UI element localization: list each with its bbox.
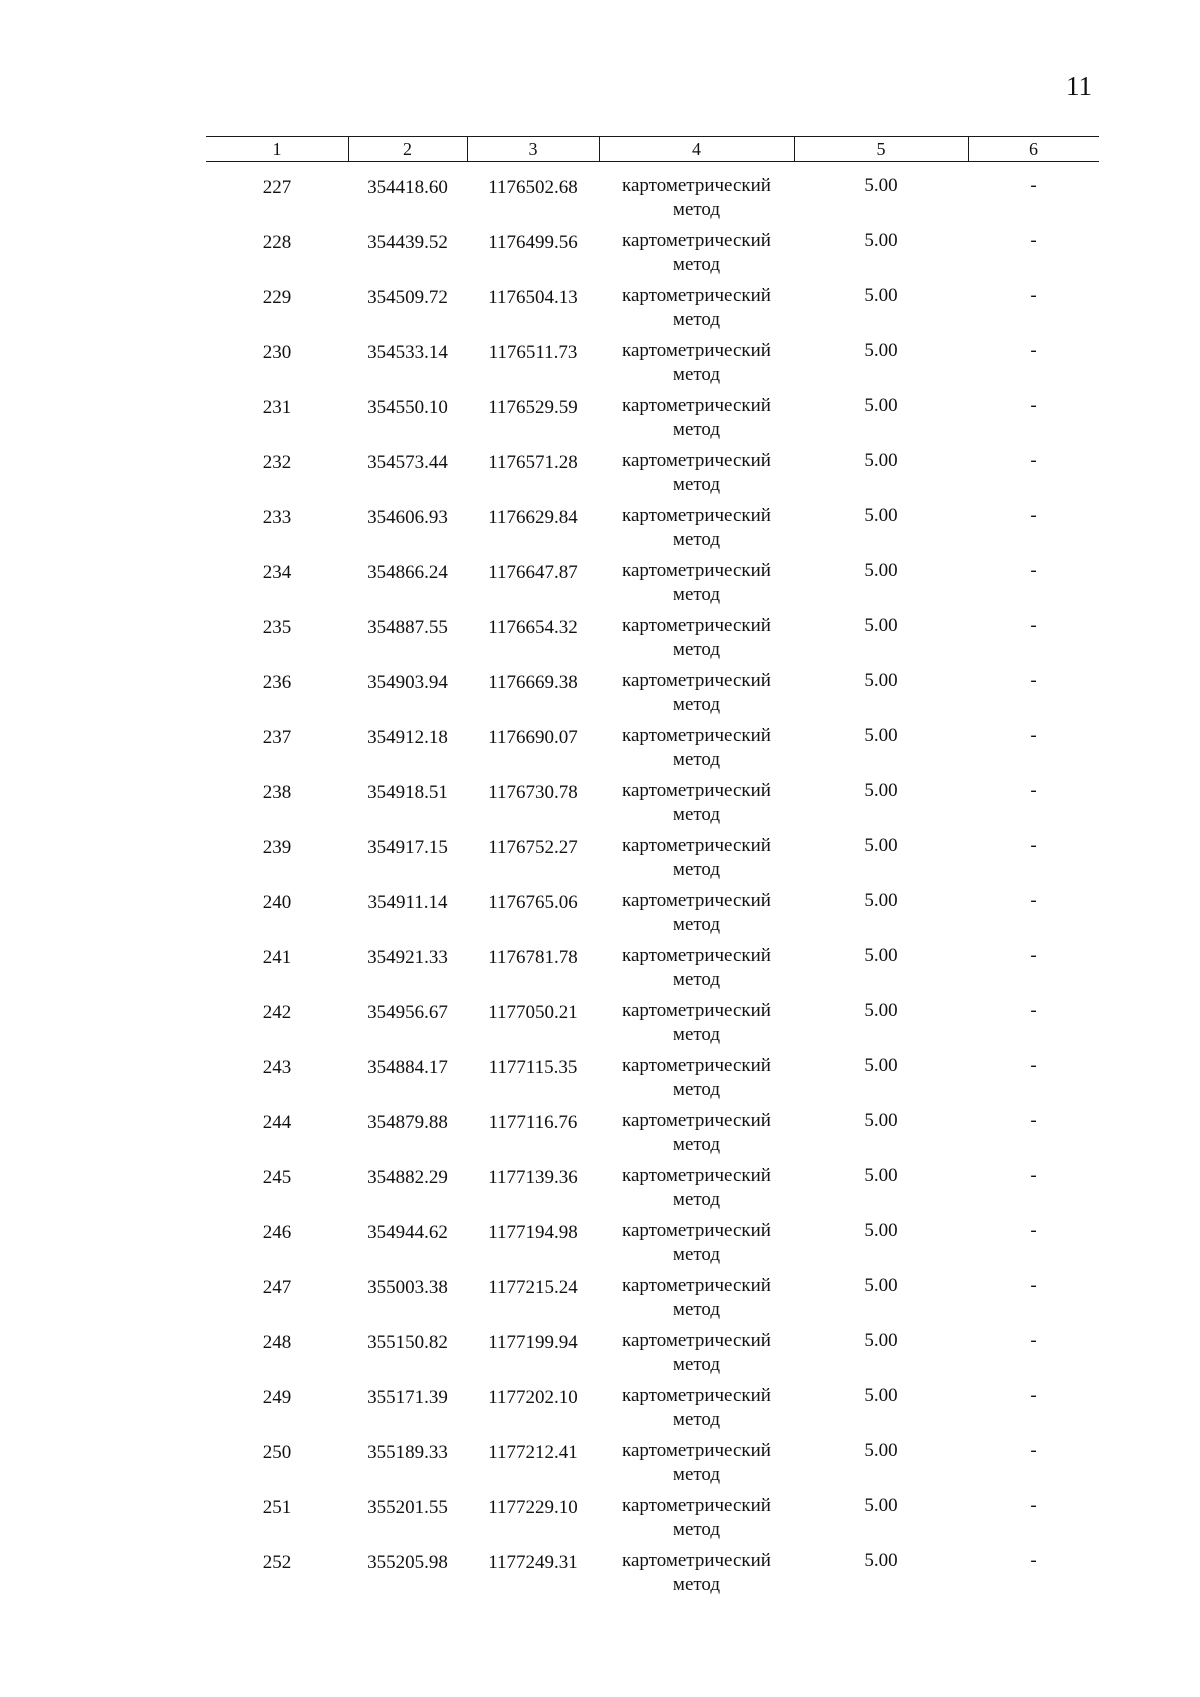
method-line-1: картометрический [622, 450, 771, 471]
coordinate-y: 1176504.13 [488, 287, 578, 308]
note-dash: - [1030, 285, 1037, 306]
method-cell [599, 1439, 794, 1487]
coordinate-y: 1177229.10 [488, 1497, 578, 1518]
coordinate-y: 1176571.28 [488, 452, 578, 473]
coordinate-y: 1176511.73 [488, 342, 578, 363]
table-row [206, 1154, 1099, 1209]
method-cell [599, 999, 794, 1047]
coordinate-y: 1177212.41 [488, 1442, 578, 1463]
point-number: 239 [262, 837, 292, 858]
method-cell [599, 394, 794, 442]
coordinate-y: 1177116.76 [488, 1112, 578, 1133]
method-line-1: картометрический [622, 560, 771, 581]
method-line-1: картометрический [622, 230, 771, 251]
coordinate-y: 1176529.59 [488, 397, 578, 418]
note-dash: - [1030, 780, 1037, 801]
accuracy-value: 5.00 [864, 450, 898, 471]
table-row [206, 549, 1099, 604]
accuracy-value: 5.00 [864, 285, 898, 306]
method-line-2: метод [672, 859, 721, 880]
accuracy-value: 5.00 [864, 615, 898, 636]
method-line-1: картометрический [622, 615, 771, 636]
table-row [206, 1264, 1099, 1319]
method-cell [599, 1549, 794, 1597]
table-row [206, 1099, 1099, 1154]
coordinate-x: 354882.29 [367, 1167, 448, 1188]
method-cell [599, 669, 794, 717]
method-line-1: картометрический [622, 175, 771, 196]
coordinate-y: 1176669.38 [488, 672, 578, 693]
coordinate-y: 1176629.84 [488, 507, 578, 528]
method-cell [599, 339, 794, 387]
note-dash: - [1030, 835, 1037, 856]
coordinate-x: 354912.18 [367, 727, 448, 748]
note-dash: - [1030, 230, 1037, 251]
method-line-1: картометрический [622, 725, 771, 746]
method-cell [599, 1384, 794, 1432]
method-line-2: метод [672, 309, 721, 330]
accuracy-value: 5.00 [864, 340, 898, 361]
method-line-1: картометрический [622, 340, 771, 361]
point-number: 229 [262, 287, 292, 308]
note-dash: - [1030, 395, 1037, 416]
point-number: 241 [262, 947, 292, 968]
method-cell [599, 614, 794, 662]
accuracy-value: 5.00 [864, 1385, 898, 1406]
point-number: 238 [262, 782, 292, 803]
point-number: 232 [262, 452, 292, 473]
header-col-6: 6 [1029, 139, 1038, 159]
page-number: 11 [1066, 71, 1092, 101]
point-number: 242 [262, 1002, 292, 1023]
note-dash: - [1030, 890, 1037, 911]
method-line-1: картометрический [622, 1385, 771, 1406]
method-cell [599, 889, 794, 937]
accuracy-value: 5.00 [864, 780, 898, 801]
coordinate-x: 354550.10 [367, 397, 448, 418]
accuracy-value: 5.00 [864, 725, 898, 746]
coordinate-x: 355189.33 [367, 1442, 448, 1463]
accuracy-value: 5.00 [864, 1275, 898, 1296]
note-dash: - [1030, 1495, 1037, 1516]
coordinate-y: 1176752.27 [488, 837, 578, 858]
table-row [206, 934, 1099, 989]
coordinate-y: 1176499.56 [488, 232, 578, 253]
method-line-2: метод [672, 694, 721, 715]
header-col-4: 4 [692, 139, 701, 159]
method-line-2: метод [672, 1519, 721, 1540]
method-cell [599, 1329, 794, 1377]
method-line-2: метод [672, 1024, 721, 1045]
accuracy-value: 5.00 [864, 395, 898, 416]
method-line-2: метод [672, 1574, 721, 1595]
point-number: 235 [262, 617, 292, 638]
point-number: 244 [262, 1112, 292, 1133]
coordinate-x: 354918.51 [367, 782, 448, 803]
method-cell [599, 944, 794, 992]
point-number: 240 [262, 892, 292, 913]
note-dash: - [1030, 1330, 1037, 1351]
method-line-1: картометрический [622, 670, 771, 691]
coordinate-x: 355003.38 [367, 1277, 448, 1298]
method-line-2: метод [672, 1134, 721, 1155]
note-dash: - [1030, 1165, 1037, 1186]
table-row [206, 1319, 1099, 1374]
method-line-2: метод [672, 639, 721, 660]
method-line-1: картометрический [622, 1440, 771, 1461]
point-number: 231 [262, 397, 292, 418]
coordinate-x: 354879.88 [367, 1112, 448, 1133]
note-dash: - [1030, 945, 1037, 966]
note-dash: - [1030, 1110, 1037, 1131]
table-row [206, 494, 1099, 549]
method-line-1: картометрический [622, 945, 771, 966]
method-line-1: картометрический [622, 505, 771, 526]
method-cell [599, 1164, 794, 1212]
point-number: 248 [262, 1332, 292, 1353]
table-row [206, 1209, 1099, 1264]
method-cell [599, 1274, 794, 1322]
method-line-1: картометрический [622, 395, 771, 416]
table-row [206, 384, 1099, 439]
point-number: 246 [262, 1222, 292, 1243]
table-row [206, 659, 1099, 714]
coordinate-y: 1176765.06 [488, 892, 578, 913]
point-number: 237 [262, 727, 292, 748]
coordinate-y: 1177199.94 [488, 1332, 578, 1353]
method-line-2: метод [672, 1189, 721, 1210]
method-line-1: картометрический [622, 1000, 771, 1021]
note-dash: - [1030, 670, 1037, 691]
method-line-2: метод [672, 1409, 721, 1430]
coordinate-x: 354533.14 [367, 342, 448, 363]
method-line-2: метод [672, 419, 721, 440]
note-dash: - [1030, 1000, 1037, 1021]
point-number: 236 [262, 672, 292, 693]
table-header [206, 136, 1099, 162]
method-line-2: метод [672, 1079, 721, 1100]
table-row [206, 219, 1099, 274]
method-line-1: картометрический [622, 780, 771, 801]
accuracy-value: 5.00 [864, 560, 898, 581]
table-row [206, 824, 1099, 879]
method-line-1: картометрический [622, 835, 771, 856]
method-line-1: картометрический [622, 890, 771, 911]
point-number: 250 [262, 1442, 292, 1463]
method-line-1: картометрический [622, 1220, 771, 1241]
coordinate-y: 1176654.32 [488, 617, 578, 638]
header-col-3: 3 [528, 139, 538, 159]
coordinate-x: 355150.82 [367, 1332, 448, 1353]
coordinate-y: 1176730.78 [488, 782, 578, 803]
note-dash: - [1030, 1055, 1037, 1076]
method-line-2: метод [672, 1299, 721, 1320]
method-line-2: метод [672, 254, 721, 275]
table-row [206, 1044, 1099, 1099]
coordinate-x: 354573.44 [367, 452, 448, 473]
note-dash: - [1030, 1550, 1037, 1571]
method-cell [599, 1109, 794, 1157]
accuracy-value: 5.00 [864, 175, 898, 196]
coordinate-y: 1177139.36 [488, 1167, 578, 1188]
note-dash: - [1030, 1220, 1037, 1241]
point-number: 247 [262, 1277, 292, 1298]
note-dash: - [1030, 1385, 1037, 1406]
coordinate-x: 354509.72 [367, 287, 448, 308]
note-dash: - [1030, 175, 1037, 196]
note-dash: - [1030, 505, 1037, 526]
accuracy-value: 5.00 [864, 835, 898, 856]
table-body [206, 164, 1099, 1594]
point-number: 251 [262, 1497, 292, 1518]
accuracy-value: 5.00 [864, 1330, 898, 1351]
table-row [206, 1484, 1099, 1539]
table-row [206, 1429, 1099, 1484]
method-cell [599, 449, 794, 497]
accuracy-value: 5.00 [864, 945, 898, 966]
table-row [206, 879, 1099, 934]
coordinate-x: 355205.98 [367, 1552, 448, 1573]
accuracy-value: 5.00 [864, 230, 898, 251]
accuracy-value: 5.00 [864, 1110, 898, 1131]
note-dash: - [1030, 340, 1037, 361]
point-number: 228 [262, 232, 292, 253]
table-row [206, 714, 1099, 769]
method-cell [599, 779, 794, 827]
coordinate-x: 354911.14 [367, 892, 448, 913]
method-line-1: картометрический [622, 285, 771, 306]
method-line-2: метод [672, 914, 721, 935]
coordinate-y: 1177249.31 [488, 1552, 578, 1573]
method-line-2: метод [672, 1354, 721, 1375]
accuracy-value: 5.00 [864, 505, 898, 526]
table-row [206, 989, 1099, 1044]
coordinate-x: 355171.39 [367, 1387, 448, 1408]
accuracy-value: 5.00 [864, 1550, 898, 1571]
coordinate-y: 1176502.68 [488, 177, 578, 198]
note-dash: - [1030, 725, 1037, 746]
coordinate-x: 354866.24 [367, 562, 448, 583]
table-row [206, 1374, 1099, 1429]
accuracy-value: 5.00 [864, 890, 898, 911]
coordinate-x: 354921.33 [367, 947, 448, 968]
coordinate-y: 1176781.78 [488, 947, 578, 968]
method-cell [599, 1494, 794, 1542]
method-line-1: картометрический [622, 1055, 771, 1076]
method-line-2: метод [672, 969, 721, 990]
table-row [206, 164, 1099, 219]
method-cell [599, 504, 794, 552]
method-line-2: метод [672, 584, 721, 605]
coordinate-x: 354956.67 [367, 1002, 448, 1023]
point-number: 249 [262, 1387, 292, 1408]
method-line-2: метод [672, 474, 721, 495]
method-line-1: картометрический [622, 1495, 771, 1516]
method-cell [599, 174, 794, 222]
method-line-2: метод [672, 1244, 721, 1265]
coordinate-x: 354887.55 [367, 617, 448, 638]
coordinate-x: 354606.93 [367, 507, 448, 528]
table-row [206, 439, 1099, 494]
method-line-2: метод [672, 749, 721, 770]
table-row [206, 604, 1099, 659]
method-cell [599, 1219, 794, 1267]
method-cell [599, 559, 794, 607]
header-col-1: 1 [272, 139, 282, 159]
method-line-2: метод [672, 529, 721, 550]
coordinate-x: 354917.15 [367, 837, 448, 858]
coordinate-y: 1177215.24 [488, 1277, 578, 1298]
accuracy-value: 5.00 [864, 1165, 898, 1186]
method-line-2: метод [672, 199, 721, 220]
note-dash: - [1030, 450, 1037, 471]
accuracy-value: 5.00 [864, 1220, 898, 1241]
point-number: 230 [262, 342, 292, 363]
coordinate-x: 354903.94 [367, 672, 448, 693]
method-line-1: картометрический [622, 1550, 771, 1571]
method-line-1: картометрический [622, 1330, 771, 1351]
coordinate-x: 354884.17 [367, 1057, 448, 1078]
coordinate-y: 1177115.35 [488, 1057, 578, 1078]
accuracy-value: 5.00 [864, 670, 898, 691]
coordinate-y: 1177050.21 [488, 1002, 578, 1023]
accuracy-value: 5.00 [864, 1055, 898, 1076]
accuracy-value: 5.00 [864, 1000, 898, 1021]
coordinate-y: 1177194.98 [488, 1222, 578, 1243]
coordinate-x: 355201.55 [367, 1497, 448, 1518]
point-number: 234 [262, 562, 292, 583]
coordinate-x: 354439.52 [367, 232, 448, 253]
point-number: 227 [262, 177, 292, 198]
method-cell [599, 229, 794, 277]
point-number: 245 [262, 1167, 292, 1188]
method-line-2: метод [672, 364, 721, 385]
note-dash: - [1030, 1275, 1037, 1296]
method-line-1: картометрический [622, 1275, 771, 1296]
method-cell [599, 834, 794, 882]
method-cell [599, 284, 794, 332]
point-number: 243 [262, 1057, 292, 1078]
table-row [206, 274, 1099, 329]
table-row [206, 329, 1099, 384]
header-col-2: 2 [403, 139, 412, 159]
coordinate-y: 1176690.07 [488, 727, 578, 748]
method-line-1: картометрический [622, 1165, 771, 1186]
method-cell [599, 724, 794, 772]
note-dash: - [1030, 1440, 1037, 1461]
method-line-1: картометрический [622, 1110, 771, 1131]
point-number: 252 [262, 1552, 292, 1573]
method-line-2: метод [672, 1464, 721, 1485]
header-col-5: 5 [876, 139, 886, 159]
accuracy-value: 5.00 [864, 1495, 898, 1516]
accuracy-value: 5.00 [864, 1440, 898, 1461]
table-row [206, 769, 1099, 824]
coordinate-x: 354418.60 [367, 177, 448, 198]
method-cell [599, 1054, 794, 1102]
table-row [206, 1539, 1099, 1594]
coordinate-y: 1177202.10 [488, 1387, 578, 1408]
note-dash: - [1030, 560, 1037, 581]
coordinate-y: 1176647.87 [488, 562, 578, 583]
method-line-2: метод [672, 804, 721, 825]
coordinate-x: 354944.62 [367, 1222, 448, 1243]
note-dash: - [1030, 615, 1037, 636]
point-number: 233 [262, 507, 292, 528]
